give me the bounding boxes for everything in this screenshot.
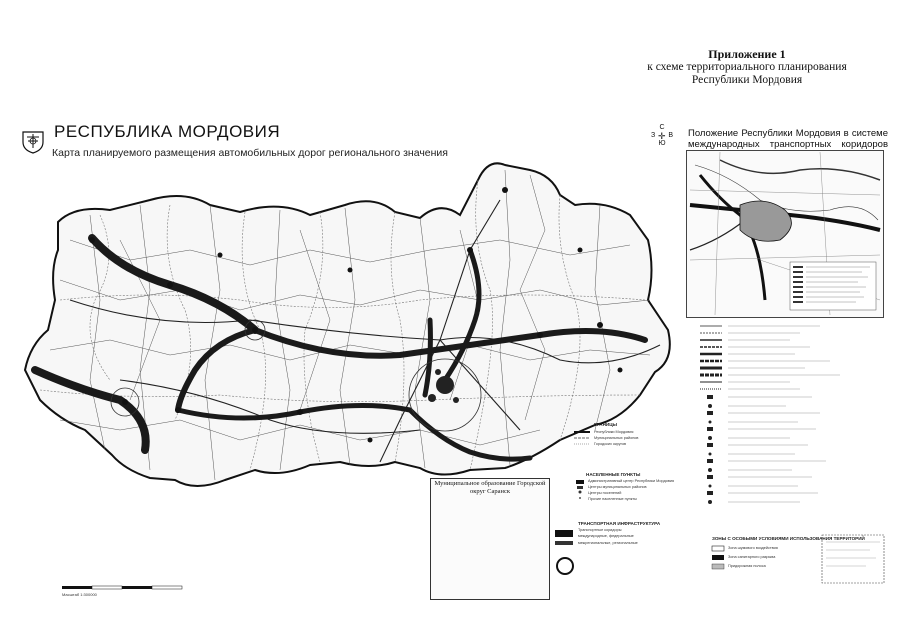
legend-settlements-title: НАСЕЛЕННЫЕ ПУНКТЫ xyxy=(586,472,641,477)
legend-boundary-cities: Городских округов xyxy=(594,442,627,446)
compass-west: З xyxy=(651,132,656,139)
legend-transport-regional: межрегиональные, региональные xyxy=(578,541,638,545)
legend-boundaries-title: ГРАНИЦЫ xyxy=(594,422,618,427)
legend-transport-title: ТРАНСПОРТНАЯ ИНФРАСТРУКТУРА xyxy=(578,521,661,526)
scale-label: Масштаб 1:300000 xyxy=(62,592,97,597)
inset-map-content xyxy=(690,152,880,315)
zones-legend-symbols xyxy=(712,546,724,569)
compass-east: В xyxy=(668,132,673,139)
appendix-line-2: к схеме территориального планирования xyxy=(647,61,847,73)
legend-zone-sanitary: Зона санитарного разрыва xyxy=(728,555,776,559)
compass-rose: С З ✛ В Ю xyxy=(651,124,673,147)
appendix-title: Приложение 1 xyxy=(708,47,786,61)
compass-north: С xyxy=(659,124,665,131)
legend-transport-corridors: Транспортные коридоры xyxy=(578,528,622,532)
saransk-inset-title: Муниципальное образование Городской округ Саранск xyxy=(434,480,546,495)
right-legend-symbols xyxy=(700,326,840,504)
stamp-lines xyxy=(826,542,880,566)
legend-settlement-other: Прочие населенные пункты xyxy=(588,497,637,501)
legend-zone-roadside: Придорожная полоса xyxy=(728,564,766,568)
scale-bar xyxy=(62,586,182,589)
legend-transport-international: международные, федеральные xyxy=(578,534,634,538)
legend-settlement-settlement-centers: Центры поселений xyxy=(588,491,622,495)
map-subtitle: Карта планируемого размещения автомобильных дорог регионального значения xyxy=(52,147,448,159)
republic-boundary xyxy=(25,163,670,486)
compass-south: Ю xyxy=(658,140,666,147)
center-legend-symbols xyxy=(555,432,590,574)
legend-boundary-districts: Муниципальных районов xyxy=(594,436,639,440)
inset-title: Положение Республики Мордовия в системе международных транспортных коридоров xyxy=(688,128,888,150)
legend-settlement-capital: Административный центр Республики Мордовия xyxy=(588,479,675,483)
saransk-inset-frame xyxy=(430,478,550,600)
legend-zone-noise: Зона шумового воздействия xyxy=(728,546,778,550)
map-title: РЕСПУБЛИКА МОРДОВИЯ xyxy=(54,122,281,141)
legend-boundary-republic: Республики Мордовия xyxy=(594,430,634,434)
legend-zones-title: ЗОНЫ С ОСОБЫМИ УСЛОВИЯМИ ИСПОЛЬЗОВАНИЯ ТЕРРИТОРИЙ xyxy=(712,536,865,541)
legend-settlement-district-centers: Центры муниципальных районов xyxy=(588,485,647,489)
appendix-line-3: Республики Мордовия xyxy=(691,74,803,86)
